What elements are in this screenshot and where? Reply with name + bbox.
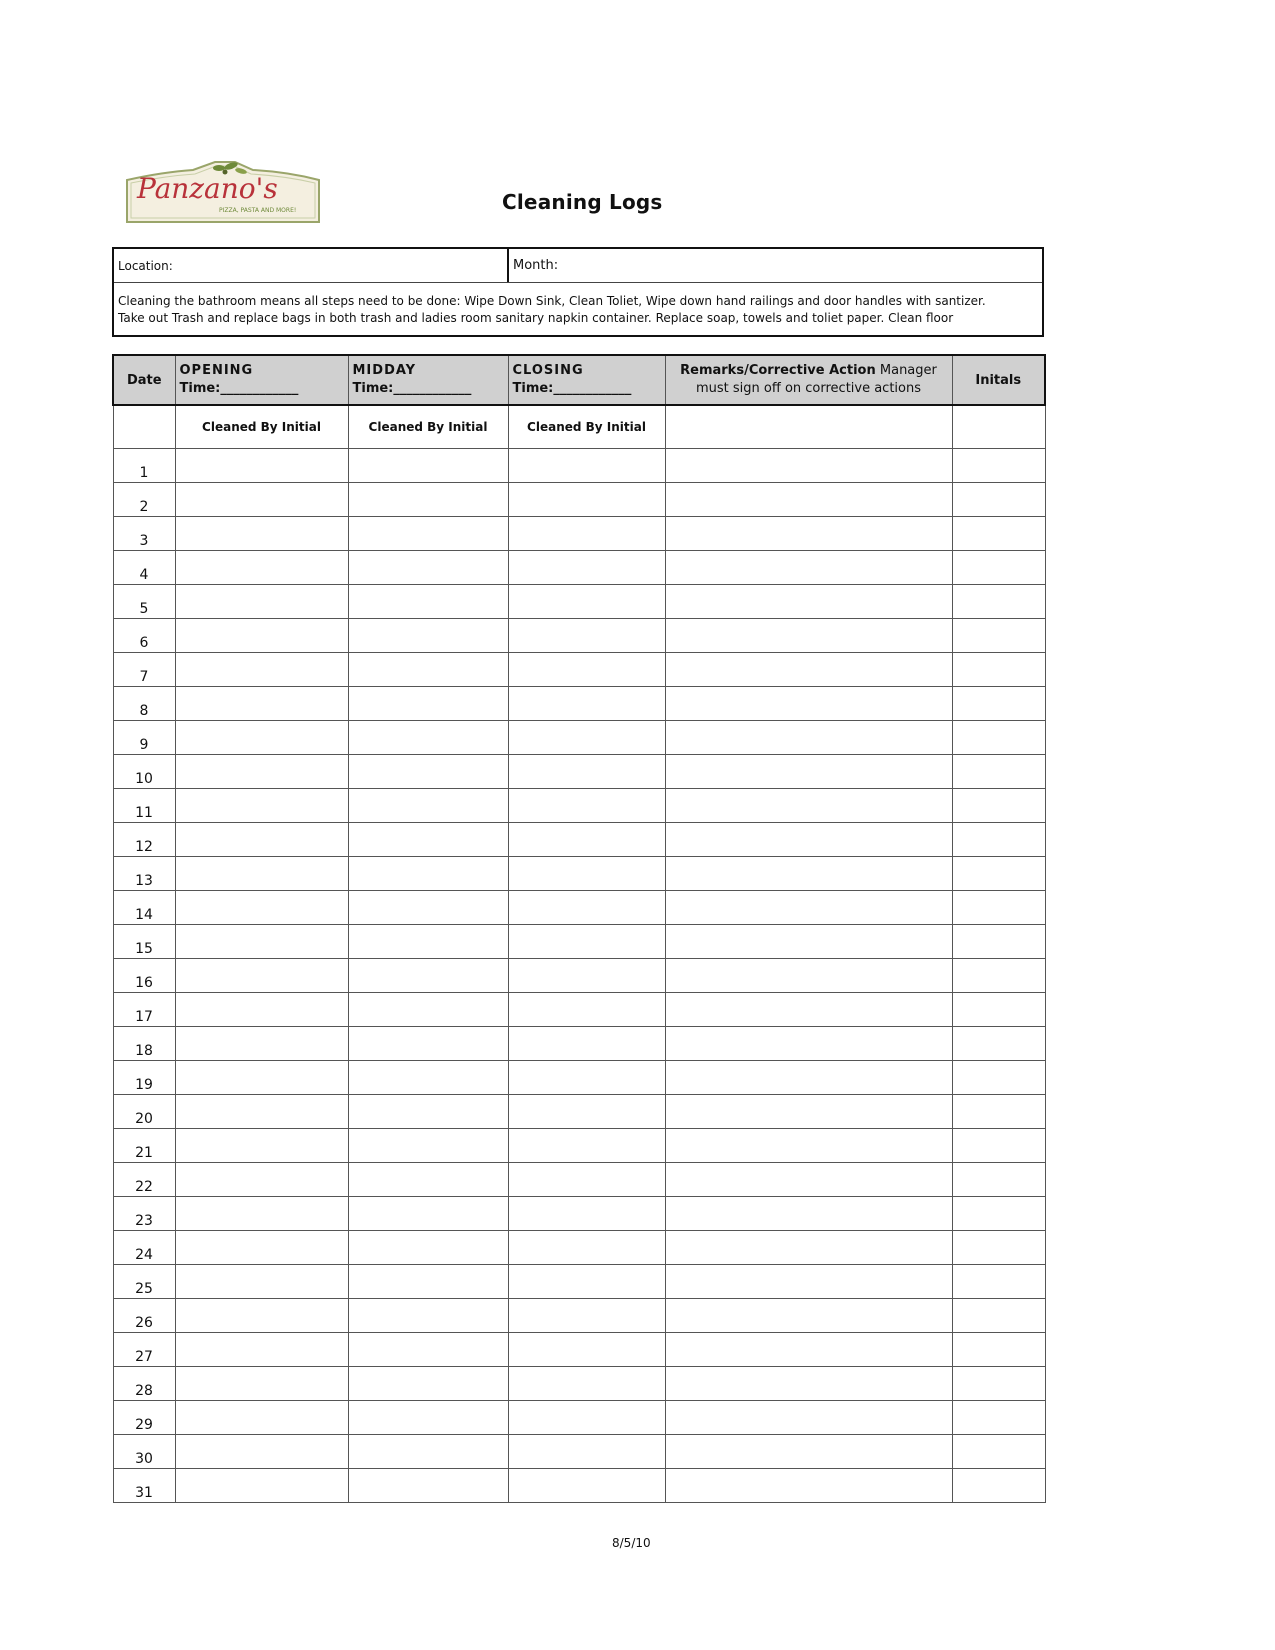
month-label: Month: xyxy=(513,258,559,273)
panzanos-logo xyxy=(123,158,323,226)
logo-wordmark: Panzano's xyxy=(137,172,278,205)
info-box xyxy=(112,247,1044,337)
opening-cell[interactable] xyxy=(175,653,348,687)
initials-cell[interactable] xyxy=(952,551,1045,585)
info-row xyxy=(114,249,1042,283)
info-divider xyxy=(507,249,509,282)
opening-cell[interactable] xyxy=(175,1129,348,1163)
initials-cell[interactable] xyxy=(952,1027,1045,1061)
midday-cell[interactable] xyxy=(348,891,508,925)
closing-cell[interactable] xyxy=(508,1163,665,1197)
table-row xyxy=(113,1095,1045,1129)
closing-cell[interactable] xyxy=(508,1231,665,1265)
initials-cell[interactable] xyxy=(952,687,1045,721)
midday-cell[interactable] xyxy=(348,1469,508,1503)
day-number: 17 xyxy=(113,993,175,1027)
subheader-midday: Cleaned By Initial xyxy=(348,405,508,449)
midday-cell[interactable] xyxy=(348,585,508,619)
day-number: 11 xyxy=(113,789,175,823)
header-closing-label: CLOSING xyxy=(512,363,584,378)
table-row xyxy=(113,483,1045,517)
table-header-row xyxy=(113,355,1045,405)
subheader-initials-cell xyxy=(952,405,1045,449)
opening-cell[interactable] xyxy=(175,1299,348,1333)
cleaning-instructions xyxy=(118,293,986,327)
table-row xyxy=(113,1367,1045,1401)
initials-cell[interactable] xyxy=(952,1061,1045,1095)
initials-cell[interactable] xyxy=(952,993,1045,1027)
day-number: 12 xyxy=(113,823,175,857)
opening-cell[interactable] xyxy=(175,1027,348,1061)
remarks-cell[interactable] xyxy=(665,959,952,993)
initials-cell[interactable] xyxy=(952,1231,1045,1265)
closing-cell[interactable] xyxy=(508,925,665,959)
midday-cell[interactable] xyxy=(348,449,508,483)
day-number: 16 xyxy=(113,959,175,993)
day-number: 4 xyxy=(113,551,175,585)
midday-cell[interactable] xyxy=(348,721,508,755)
opening-cell[interactable] xyxy=(175,755,348,789)
remarks-cell[interactable] xyxy=(665,857,952,891)
table-row xyxy=(113,1435,1045,1469)
day-number: 19 xyxy=(113,1061,175,1095)
midday-cell[interactable] xyxy=(348,1367,508,1401)
initials-cell[interactable] xyxy=(952,1333,1045,1367)
opening-cell[interactable] xyxy=(175,857,348,891)
initials-cell[interactable] xyxy=(952,1265,1045,1299)
table-row xyxy=(113,551,1045,585)
closing-cell[interactable] xyxy=(508,891,665,925)
remarks-cell[interactable] xyxy=(665,1163,952,1197)
closing-cell[interactable] xyxy=(508,483,665,517)
remarks-cell[interactable] xyxy=(665,517,952,551)
remarks-cell[interactable] xyxy=(665,755,952,789)
opening-cell[interactable] xyxy=(175,1163,348,1197)
remarks-cell[interactable] xyxy=(665,1027,952,1061)
footer-date: 8/5/10 xyxy=(612,1536,651,1550)
remarks-cell[interactable] xyxy=(665,687,952,721)
closing-cell[interactable] xyxy=(508,687,665,721)
table-row xyxy=(113,1469,1045,1503)
table-row xyxy=(113,1061,1045,1095)
closing-cell[interactable] xyxy=(508,517,665,551)
table-row xyxy=(113,993,1045,1027)
opening-cell[interactable] xyxy=(175,823,348,857)
remarks-cell[interactable] xyxy=(665,653,952,687)
opening-cell[interactable] xyxy=(175,585,348,619)
day-number: 24 xyxy=(113,1231,175,1265)
day-number: 3 xyxy=(113,517,175,551)
midday-cell[interactable] xyxy=(348,551,508,585)
closing-cell[interactable] xyxy=(508,585,665,619)
day-number: 13 xyxy=(113,857,175,891)
midday-cell[interactable] xyxy=(348,1197,508,1231)
table-row xyxy=(113,1265,1045,1299)
opening-cell[interactable] xyxy=(175,551,348,585)
day-number: 23 xyxy=(113,1197,175,1231)
closing-cell[interactable] xyxy=(508,1027,665,1061)
midday-cell[interactable] xyxy=(348,1027,508,1061)
remarks-cell[interactable] xyxy=(665,483,952,517)
remarks-cell[interactable] xyxy=(665,1435,952,1469)
midday-cell[interactable] xyxy=(348,1435,508,1469)
closing-cell[interactable] xyxy=(508,993,665,1027)
day-number: 20 xyxy=(113,1095,175,1129)
midday-cell[interactable] xyxy=(348,1231,508,1265)
initials-cell[interactable] xyxy=(952,721,1045,755)
table-row xyxy=(113,755,1045,789)
opening-cell[interactable] xyxy=(175,687,348,721)
page-title: Cleaning Logs xyxy=(502,190,663,214)
opening-cell[interactable] xyxy=(175,619,348,653)
closing-cell[interactable] xyxy=(508,1401,665,1435)
initials-cell[interactable] xyxy=(952,925,1045,959)
midday-cell[interactable] xyxy=(348,653,508,687)
opening-cell[interactable] xyxy=(175,993,348,1027)
table-row xyxy=(113,1333,1045,1367)
closing-cell[interactable] xyxy=(508,1367,665,1401)
initials-cell[interactable] xyxy=(952,1299,1045,1333)
table-row xyxy=(113,1231,1045,1265)
midday-cell[interactable] xyxy=(348,857,508,891)
closing-cell[interactable] xyxy=(508,1129,665,1163)
header-closing-time: Time:____________ xyxy=(512,381,632,396)
table-row xyxy=(113,653,1045,687)
instructions-line-1: Cleaning the bathroom means all steps need to be done: Wipe Down Sink, Clean Toliet, Wipe down hand railings and door handles with santizer. xyxy=(118,294,986,308)
closing-cell[interactable] xyxy=(508,823,665,857)
midday-cell[interactable] xyxy=(348,959,508,993)
midday-cell[interactable] xyxy=(348,687,508,721)
opening-cell[interactable] xyxy=(175,721,348,755)
table-row xyxy=(113,449,1045,483)
remarks-cell[interactable] xyxy=(665,1129,952,1163)
initials-cell[interactable] xyxy=(952,1469,1045,1503)
opening-cell[interactable] xyxy=(175,1333,348,1367)
midday-cell[interactable] xyxy=(348,1061,508,1095)
day-number: 22 xyxy=(113,1163,175,1197)
day-number: 25 xyxy=(113,1265,175,1299)
location-label: Location: xyxy=(118,259,173,273)
remarks-cell[interactable] xyxy=(665,551,952,585)
initials-cell[interactable] xyxy=(952,1401,1045,1435)
day-number: 28 xyxy=(113,1367,175,1401)
closing-cell[interactable] xyxy=(508,857,665,891)
initials-cell[interactable] xyxy=(952,483,1045,517)
remarks-cell[interactable] xyxy=(665,925,952,959)
initials-cell[interactable] xyxy=(952,959,1045,993)
closing-cell[interactable] xyxy=(508,1095,665,1129)
remarks-cell[interactable] xyxy=(665,789,952,823)
opening-cell[interactable] xyxy=(175,1435,348,1469)
midday-cell[interactable] xyxy=(348,1299,508,1333)
initials-cell[interactable] xyxy=(952,857,1045,891)
midday-cell[interactable] xyxy=(348,1095,508,1129)
day-number: 31 xyxy=(113,1469,175,1503)
initials-cell[interactable] xyxy=(952,517,1045,551)
subheader-closing: Cleaned By Initial xyxy=(508,405,665,449)
closing-cell[interactable] xyxy=(508,619,665,653)
header-remarks-bold: Remarks/Corrective Action xyxy=(680,363,876,378)
remarks-cell[interactable] xyxy=(665,721,952,755)
opening-cell[interactable] xyxy=(175,1469,348,1503)
remarks-cell[interactable] xyxy=(665,823,952,857)
midday-cell[interactable] xyxy=(348,483,508,517)
table-row xyxy=(113,619,1045,653)
opening-cell[interactable] xyxy=(175,483,348,517)
table-row xyxy=(113,1027,1045,1061)
day-number: 8 xyxy=(113,687,175,721)
table-row xyxy=(113,721,1045,755)
table-row xyxy=(113,1197,1045,1231)
logo-tagline: PIZZA, PASTA AND MORE! xyxy=(219,207,297,214)
remarks-cell[interactable] xyxy=(665,1231,952,1265)
cleaning-log-table xyxy=(112,354,1046,1503)
midday-cell[interactable] xyxy=(348,1401,508,1435)
table-row xyxy=(113,585,1045,619)
midday-cell[interactable] xyxy=(348,823,508,857)
closing-cell[interactable] xyxy=(508,959,665,993)
header-opening xyxy=(175,355,348,405)
midday-cell[interactable] xyxy=(348,755,508,789)
table-row xyxy=(113,823,1045,857)
day-number: 15 xyxy=(113,925,175,959)
opening-cell[interactable] xyxy=(175,1231,348,1265)
closing-cell[interactable] xyxy=(508,1299,665,1333)
day-number: 18 xyxy=(113,1027,175,1061)
midday-cell[interactable] xyxy=(348,925,508,959)
remarks-cell[interactable] xyxy=(665,1299,952,1333)
initials-cell[interactable] xyxy=(952,823,1045,857)
closing-cell[interactable] xyxy=(508,1265,665,1299)
opening-cell[interactable] xyxy=(175,1265,348,1299)
midday-cell[interactable] xyxy=(348,1333,508,1367)
header-remarks xyxy=(665,355,952,405)
header-remarks-note: Manager must sign off on corrective actions xyxy=(695,363,937,396)
initials-cell[interactable] xyxy=(952,585,1045,619)
table-row xyxy=(113,1401,1045,1435)
opening-cell[interactable] xyxy=(175,959,348,993)
subheader-remarks-cell xyxy=(665,405,952,449)
day-number: 7 xyxy=(113,653,175,687)
initials-cell[interactable] xyxy=(952,1095,1045,1129)
day-number: 27 xyxy=(113,1333,175,1367)
initials-cell[interactable] xyxy=(952,891,1045,925)
day-number: 10 xyxy=(113,755,175,789)
closing-cell[interactable] xyxy=(508,1333,665,1367)
header-initials: Initals xyxy=(952,355,1045,405)
header-closing xyxy=(508,355,665,405)
subheader-row xyxy=(113,405,1045,449)
closing-cell[interactable] xyxy=(508,721,665,755)
remarks-cell[interactable] xyxy=(665,1367,952,1401)
day-number: 6 xyxy=(113,619,175,653)
table-row xyxy=(113,517,1045,551)
closing-cell[interactable] xyxy=(508,1061,665,1095)
day-number: 5 xyxy=(113,585,175,619)
closing-cell[interactable] xyxy=(508,1469,665,1503)
table-row xyxy=(113,1299,1045,1333)
midday-cell[interactable] xyxy=(348,789,508,823)
initials-cell[interactable] xyxy=(952,1435,1045,1469)
remarks-cell[interactable] xyxy=(665,619,952,653)
header-midday-label: MIDDAY xyxy=(352,363,417,378)
remarks-cell[interactable] xyxy=(665,1061,952,1095)
initials-cell[interactable] xyxy=(952,653,1045,687)
initials-cell[interactable] xyxy=(952,1163,1045,1197)
day-number: 21 xyxy=(113,1129,175,1163)
header-midday-time: Time:____________ xyxy=(352,381,472,396)
midday-cell[interactable] xyxy=(348,517,508,551)
subheader-date-cell xyxy=(113,405,175,449)
instructions-line-2: Take out Trash and replace bags in both trash and ladies room sanitary napkin container. Replace soap, towels and toliet paper. Clean floor xyxy=(118,311,954,325)
opening-cell[interactable] xyxy=(175,1367,348,1401)
table-row xyxy=(113,1163,1045,1197)
remarks-cell[interactable] xyxy=(665,1469,952,1503)
initials-cell[interactable] xyxy=(952,1129,1045,1163)
closing-cell[interactable] xyxy=(508,653,665,687)
opening-cell[interactable] xyxy=(175,449,348,483)
opening-cell[interactable] xyxy=(175,1095,348,1129)
remarks-cell[interactable] xyxy=(665,1401,952,1435)
day-number: 26 xyxy=(113,1299,175,1333)
table-row xyxy=(113,1129,1045,1163)
day-number: 9 xyxy=(113,721,175,755)
header-opening-label: OPENING xyxy=(179,363,254,378)
remarks-cell[interactable] xyxy=(665,1265,952,1299)
midday-cell[interactable] xyxy=(348,1129,508,1163)
day-number: 29 xyxy=(113,1401,175,1435)
initials-cell[interactable] xyxy=(952,1367,1045,1401)
closing-cell[interactable] xyxy=(508,1197,665,1231)
opening-cell[interactable] xyxy=(175,925,348,959)
day-rows xyxy=(113,449,1045,1503)
header-date: Date xyxy=(113,355,175,405)
subheader-opening: Cleaned By Initial xyxy=(175,405,348,449)
remarks-cell[interactable] xyxy=(665,1333,952,1367)
midday-cell[interactable] xyxy=(348,1265,508,1299)
table-row xyxy=(113,857,1045,891)
table-row xyxy=(113,891,1045,925)
initials-cell[interactable] xyxy=(952,1197,1045,1231)
remarks-cell[interactable] xyxy=(665,1095,952,1129)
opening-cell[interactable] xyxy=(175,1197,348,1231)
closing-cell[interactable] xyxy=(508,551,665,585)
table-row xyxy=(113,925,1045,959)
day-number: 1 xyxy=(113,449,175,483)
closing-cell[interactable] xyxy=(508,755,665,789)
opening-cell[interactable] xyxy=(175,891,348,925)
midday-cell[interactable] xyxy=(348,993,508,1027)
closing-cell[interactable] xyxy=(508,789,665,823)
opening-cell[interactable] xyxy=(175,517,348,551)
initials-cell[interactable] xyxy=(952,789,1045,823)
initials-cell[interactable] xyxy=(952,755,1045,789)
opening-cell[interactable] xyxy=(175,789,348,823)
day-number: 14 xyxy=(113,891,175,925)
table-row xyxy=(113,687,1045,721)
day-number: 30 xyxy=(113,1435,175,1469)
header-midday xyxy=(348,355,508,405)
remarks-cell[interactable] xyxy=(665,1197,952,1231)
remarks-cell[interactable] xyxy=(665,585,952,619)
header-opening-time: Time:____________ xyxy=(179,381,299,396)
day-number: 2 xyxy=(113,483,175,517)
table-row xyxy=(113,789,1045,823)
initials-cell[interactable] xyxy=(952,449,1045,483)
table-row xyxy=(113,959,1045,993)
remarks-cell[interactable] xyxy=(665,891,952,925)
initials-cell[interactable] xyxy=(952,619,1045,653)
remarks-cell[interactable] xyxy=(665,993,952,1027)
midday-cell[interactable] xyxy=(348,1163,508,1197)
midday-cell[interactable] xyxy=(348,619,508,653)
closing-cell[interactable] xyxy=(508,1435,665,1469)
closing-cell[interactable] xyxy=(508,449,665,483)
remarks-cell[interactable] xyxy=(665,449,952,483)
opening-cell[interactable] xyxy=(175,1061,348,1095)
opening-cell[interactable] xyxy=(175,1401,348,1435)
